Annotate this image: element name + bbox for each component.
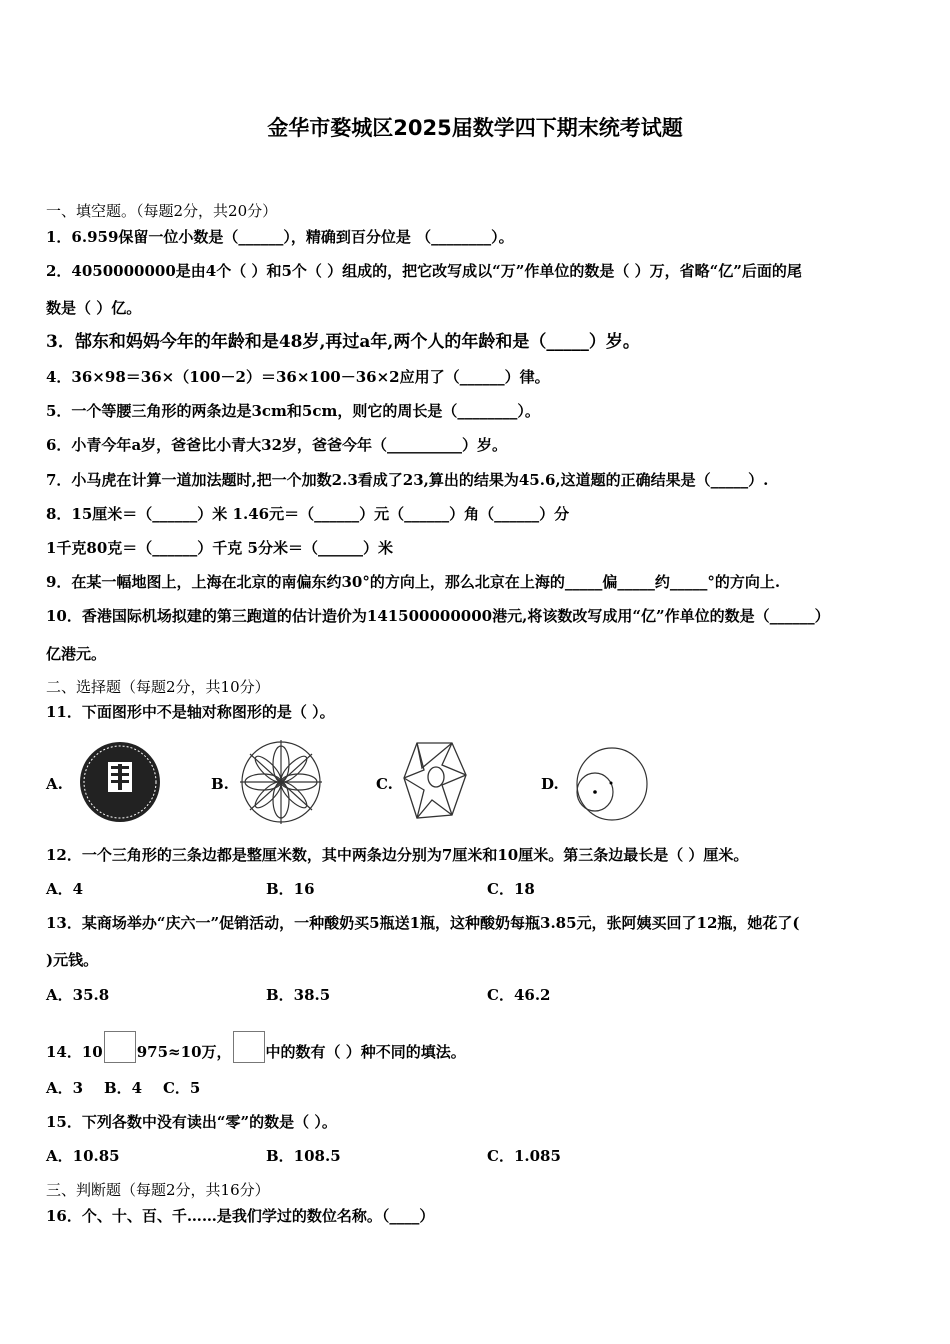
section-heading-fill-blank: 一、填空题。（每题2分，共20分） bbox=[46, 202, 278, 220]
q11-option-c-label: C. bbox=[376, 775, 393, 793]
q14-text-3: 中的数有（ ）种不同的填法。 bbox=[265, 1043, 466, 1061]
q13-option-a: A．35.8 bbox=[46, 986, 110, 1004]
question-14 bbox=[46, 1031, 466, 1063]
question-11: 11．下面图形中不是轴对称图形的是（ ）。 bbox=[46, 703, 335, 721]
question-10: 10．香港国际机场拟建的第三跑道的估计造价为141500000000港元,将该数改写成用“亿”作单位的数是（______） bbox=[46, 607, 830, 625]
q15-option-c: C．1.085 bbox=[487, 1147, 561, 1165]
q12-option-b: B．16 bbox=[266, 880, 315, 898]
pinwheel-hexagon-figure bbox=[402, 740, 468, 824]
q12-option-a: A．4 bbox=[46, 880, 84, 898]
nested-circles-figure bbox=[575, 746, 649, 822]
question-16: 16．个、十、百、千……是我们学过的数位名称。（____） bbox=[46, 1207, 435, 1225]
q11-option-b-label: B. bbox=[211, 775, 229, 793]
q13-option-c: C．46.2 bbox=[487, 986, 551, 1004]
q15-option-b: B．108.5 bbox=[266, 1147, 341, 1165]
section-heading-judgement: 三、判断题（每题2分，共16分） bbox=[46, 1181, 270, 1199]
question-2: 2．4050000000是由4个（ ）和5个（ ）组成的，把它改写成以“万”作单位的数是（ ）万，省略“亿”后面的尾 bbox=[46, 262, 802, 280]
question-13-cont: )元钱。 bbox=[46, 951, 99, 969]
question-12: 12．一个三角形的三条边都是整厘米数，其中两条边分别为7厘米和10厘米。第三条边最长是（ ）厘米。 bbox=[46, 846, 749, 864]
question-9: 9．在某一幅地图上，上海在北京的南偏东约30°的方向上，那么北京在上海的_____偏_____约_____°的方向上. bbox=[46, 573, 781, 591]
q15-option-a: A．10.85 bbox=[46, 1147, 120, 1165]
question-15: 15．下列各数中没有读出“零”的数是（ ）。 bbox=[46, 1113, 337, 1131]
page-title: 金华市婺城区2025届数学四下期末统考试题 bbox=[267, 116, 683, 140]
question-3: 3．郜东和妈妈今年的年龄和是48岁,再过a年,两个人的年龄和是（_____）岁。 bbox=[46, 332, 640, 352]
q11-option-a-label: A. bbox=[46, 775, 63, 793]
question-8-cont: 1千克80克＝（______）千克 5分米＝（______）米 bbox=[46, 539, 393, 557]
question-1: 1．6.959保留一位小数是（______），精确到百分位是 （________）。 bbox=[46, 228, 514, 246]
flower-circle-figure bbox=[240, 740, 322, 824]
question-8: 8．15厘米＝（______）米 1.46元＝（______）元（______）角（______）分 bbox=[46, 505, 570, 523]
q14-options: A．3 B．4 C．5 bbox=[46, 1079, 201, 1097]
q13-option-b: B．38.5 bbox=[266, 986, 331, 1004]
q11-option-d-label: D. bbox=[541, 775, 559, 793]
section-heading-choice: 二、选择题（每题2分，共10分） bbox=[46, 678, 270, 696]
question-6: 6．小青今年a岁，爸爸比小青大32岁，爸爸今年（__________）岁。 bbox=[46, 436, 508, 454]
question-4: 4．36×98＝36×（100－2）＝36×100－36×2应用了（______）律。 bbox=[46, 368, 550, 386]
question-2-cont: 数是（ ）亿。 bbox=[46, 299, 142, 317]
q12-option-c: C．18 bbox=[487, 880, 535, 898]
question-5: 5．一个等腰三角形的两条边是3cm和5cm，则它的周长是（________）。 bbox=[46, 402, 540, 420]
question-7: 7．小马虎在计算一道加法题时,把一个加数2.3看成了23,算出的结果为45.6,这道题的正确结果是（_____）. bbox=[46, 471, 769, 489]
q14-text-2: 975≈10万， bbox=[136, 1043, 232, 1061]
question-10-cont: 亿港元。 bbox=[46, 645, 107, 663]
q14-text-1: 14．10 bbox=[46, 1043, 103, 1061]
blank-box bbox=[233, 1031, 265, 1063]
question-13: 13．某商场举办“庆六一”促销活动，一种酸奶买5瓶送1瓶，这种酸奶每瓶3.85元，张阿姨买回了12瓶，她花了( bbox=[46, 914, 800, 932]
blank-box bbox=[104, 1031, 136, 1063]
papercut-circle-figure bbox=[78, 740, 162, 824]
